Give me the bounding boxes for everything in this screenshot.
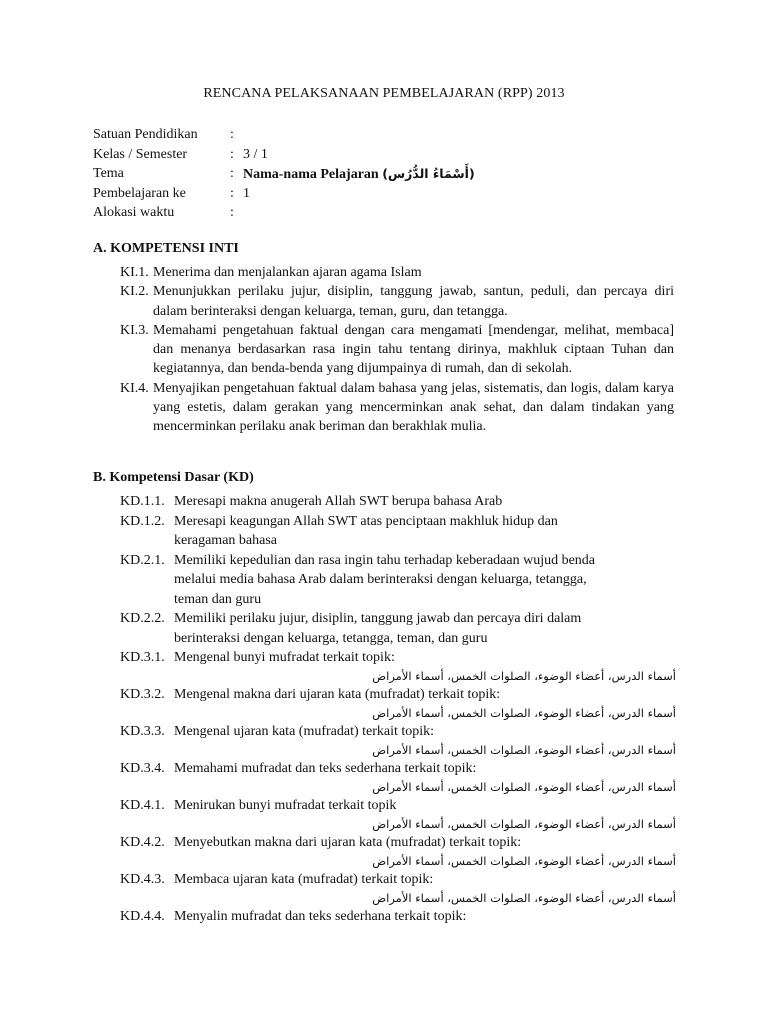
- list-item: [120, 722, 680, 742]
- info-value: [243, 164, 475, 184]
- info-label: Alokasi waktu: [93, 205, 175, 220]
- info-colon: :: [230, 127, 234, 142]
- tema-arabic: (أَسْمَاءُ الدُّرُس): [382, 166, 475, 181]
- kd-arabic-topics: أسماء الدرس، أعضاء الوضوء، الصلوات الخمس، أسماء الأمراض: [372, 779, 676, 794]
- kd-code: KD.4.1.: [120, 798, 165, 813]
- kd-text: Memiliki perilaku jujur, disiplin, tanggung jawab dan percaya diri dalam berinteraksi dengan keluarga, tetangga, teman, dan guru: [174, 611, 582, 646]
- ki-code: KI.2.: [120, 284, 149, 300]
- list-item: [120, 833, 680, 853]
- list-item: [120, 512, 680, 551]
- ki-text: Memahami pengetahuan faktual dengan cara mengamati [mendengar, melihat, membaca] dan menanya berdasarkan rasa ingin tahu tentang dirinya, makhluk ciptaan Tuhan dan kegiatannya, dan benda-benda yang dijumpainya di rumah, dan di sekolah.: [153, 322, 674, 377]
- kd-text: Memahami mufradat dan teks sederhana terkait topik:: [174, 761, 477, 776]
- kd-code: KD.4.2.: [120, 835, 165, 850]
- ki-code: KI.1.: [120, 265, 149, 280]
- kd-arabic-topics: أسماء الدرس، أعضاء الوضوء، الصلوات الخمس، أسماء الأمراض: [372, 853, 676, 868]
- kd-arabic-topics: أسماء الدرس، أعضاء الوضوء، الصلوات الخمس، أسماء الأمراض: [372, 890, 676, 905]
- kd-text: Mengenal bunyi mufradat terkait topik:: [174, 650, 395, 665]
- info-label: Kelas / Semester: [93, 146, 188, 162]
- kd-text: Memiliki kepedulian dan rasa ingin tahu terhadap keberadaan wujud benda melalui media bahasa Arab dalam berinteraksi dengan keluarga, tetangga, teman dan guru: [174, 552, 596, 607]
- kd-code: KD.1.1.: [120, 494, 165, 509]
- info-row-kelas: [93, 145, 475, 165]
- list-item: [120, 759, 680, 779]
- list-item: [120, 379, 674, 437]
- info-row-satuan: [93, 125, 475, 145]
- kd-text: Menirukan bunyi mufradat terkait topik: [174, 798, 397, 813]
- kd-code: KD.4.4.: [120, 909, 165, 924]
- section-a-heading: A. KOMPETENSI INTI: [93, 241, 239, 256]
- kd-code: KD.2.2.: [120, 611, 165, 626]
- info-label: Satuan Pendidikan: [93, 127, 198, 142]
- list-item: [120, 796, 680, 816]
- list-item: [120, 551, 680, 610]
- kd-text: Menyebutkan makna dari ujaran kata (mufradat) terkait topik:: [174, 835, 522, 850]
- ki-text: Menyajikan pengetahuan faktual dalam bahasa yang jelas, sistematis, dan logis, dalam karya yang estetis, dalam gerakan yang mencerminkan anak sehat, dan dalam tindakan yang mencerminkan perilaku anak beriman dan berakhlak mulia.: [153, 380, 674, 435]
- kd-text: Membaca ujaran kata (mufradat) terkait topik:: [174, 872, 434, 887]
- document-title: RENCANA PELAKSANAAN PEMBELAJARAN (RPP) 2013: [203, 86, 565, 101]
- kd-text: Meresapi makna anugerah Allah SWT berupa bahasa Arab: [174, 494, 503, 509]
- info-label: Pembelajaran ke: [93, 185, 186, 201]
- kd-arabic-topics: أسماء الدرس، أعضاء الوضوء، الصلوات الخمس، أسماء الأمراض: [372, 668, 676, 683]
- list-item: [120, 492, 680, 512]
- kd-code: KD.3.3.: [120, 724, 165, 739]
- info-colon: :: [230, 205, 234, 220]
- kd-code: KD.3.4.: [120, 761, 165, 776]
- kd-code: KD.2.1.: [120, 552, 165, 568]
- ki-text: Menunjukkan perilaku jujur, disiplin, tanggung jawab, santun, peduli, dan percaya diri dalam berinteraksi dengan keluarga, teman, guru, dan tetangga.: [153, 284, 674, 319]
- info-colon: :: [230, 146, 234, 162]
- identity-block: [93, 125, 475, 223]
- ki-text: Menerima dan menjalankan ajaran agama Islam: [153, 265, 422, 280]
- kd-arabic-topics: أسماء الدرس، أعضاء الوضوء، الصلوات الخمس، أسماء الأمراض: [372, 742, 676, 757]
- info-row-tema: [93, 164, 475, 184]
- ki-code: KI.4.: [120, 380, 149, 396]
- kd-code: KD.1.2.: [120, 513, 165, 529]
- ki-code: KI.3.: [120, 322, 149, 338]
- list-item: [120, 907, 680, 927]
- info-colon: :: [230, 166, 234, 181]
- kd-list: [120, 492, 680, 927]
- info-label: Tema: [93, 166, 124, 181]
- info-colon: :: [230, 185, 234, 201]
- list-item: [120, 609, 680, 648]
- info-value: 3 / 1: [243, 146, 268, 162]
- kd-code: KD.4.3.: [120, 872, 165, 887]
- list-item: [120, 282, 674, 321]
- info-value: 1: [243, 185, 250, 201]
- section-b-heading: B. Kompetensi Dasar (KD): [93, 470, 254, 485]
- ki-list: [120, 263, 674, 437]
- list-item: [120, 685, 680, 705]
- kd-arabic-topics: أسماء الدرس، أعضاء الوضوء، الصلوات الخمس، أسماء الأمراض: [372, 705, 676, 720]
- kd-code: KD.3.1.: [120, 650, 165, 665]
- list-item: [120, 321, 674, 379]
- list-item: [120, 648, 680, 668]
- kd-text: Meresapi keagungan Allah SWT atas penciptaan makhluk hidup dan keragaman bahasa: [174, 513, 558, 548]
- kd-text: Mengenal ujaran kata (mufradat) terkait topik:: [174, 724, 435, 739]
- kd-text: Menyalin mufradat dan teks sederhana terkait topik:: [174, 909, 467, 924]
- list-item: [120, 870, 680, 890]
- kd-arabic-topics: أسماء الدرس، أعضاء الوضوء، الصلوات الخمس، أسماء الأمراض: [372, 816, 676, 831]
- info-row-alokasi: [93, 203, 475, 223]
- kd-code: KD.3.2.: [120, 687, 165, 702]
- info-row-pembelajaran: [93, 184, 475, 204]
- list-item: [120, 263, 674, 282]
- kd-text: Mengenal makna dari ujaran kata (mufradat) terkait topik:: [174, 687, 501, 702]
- tema-value: Nama-nama Pelajaran: [243, 167, 379, 182]
